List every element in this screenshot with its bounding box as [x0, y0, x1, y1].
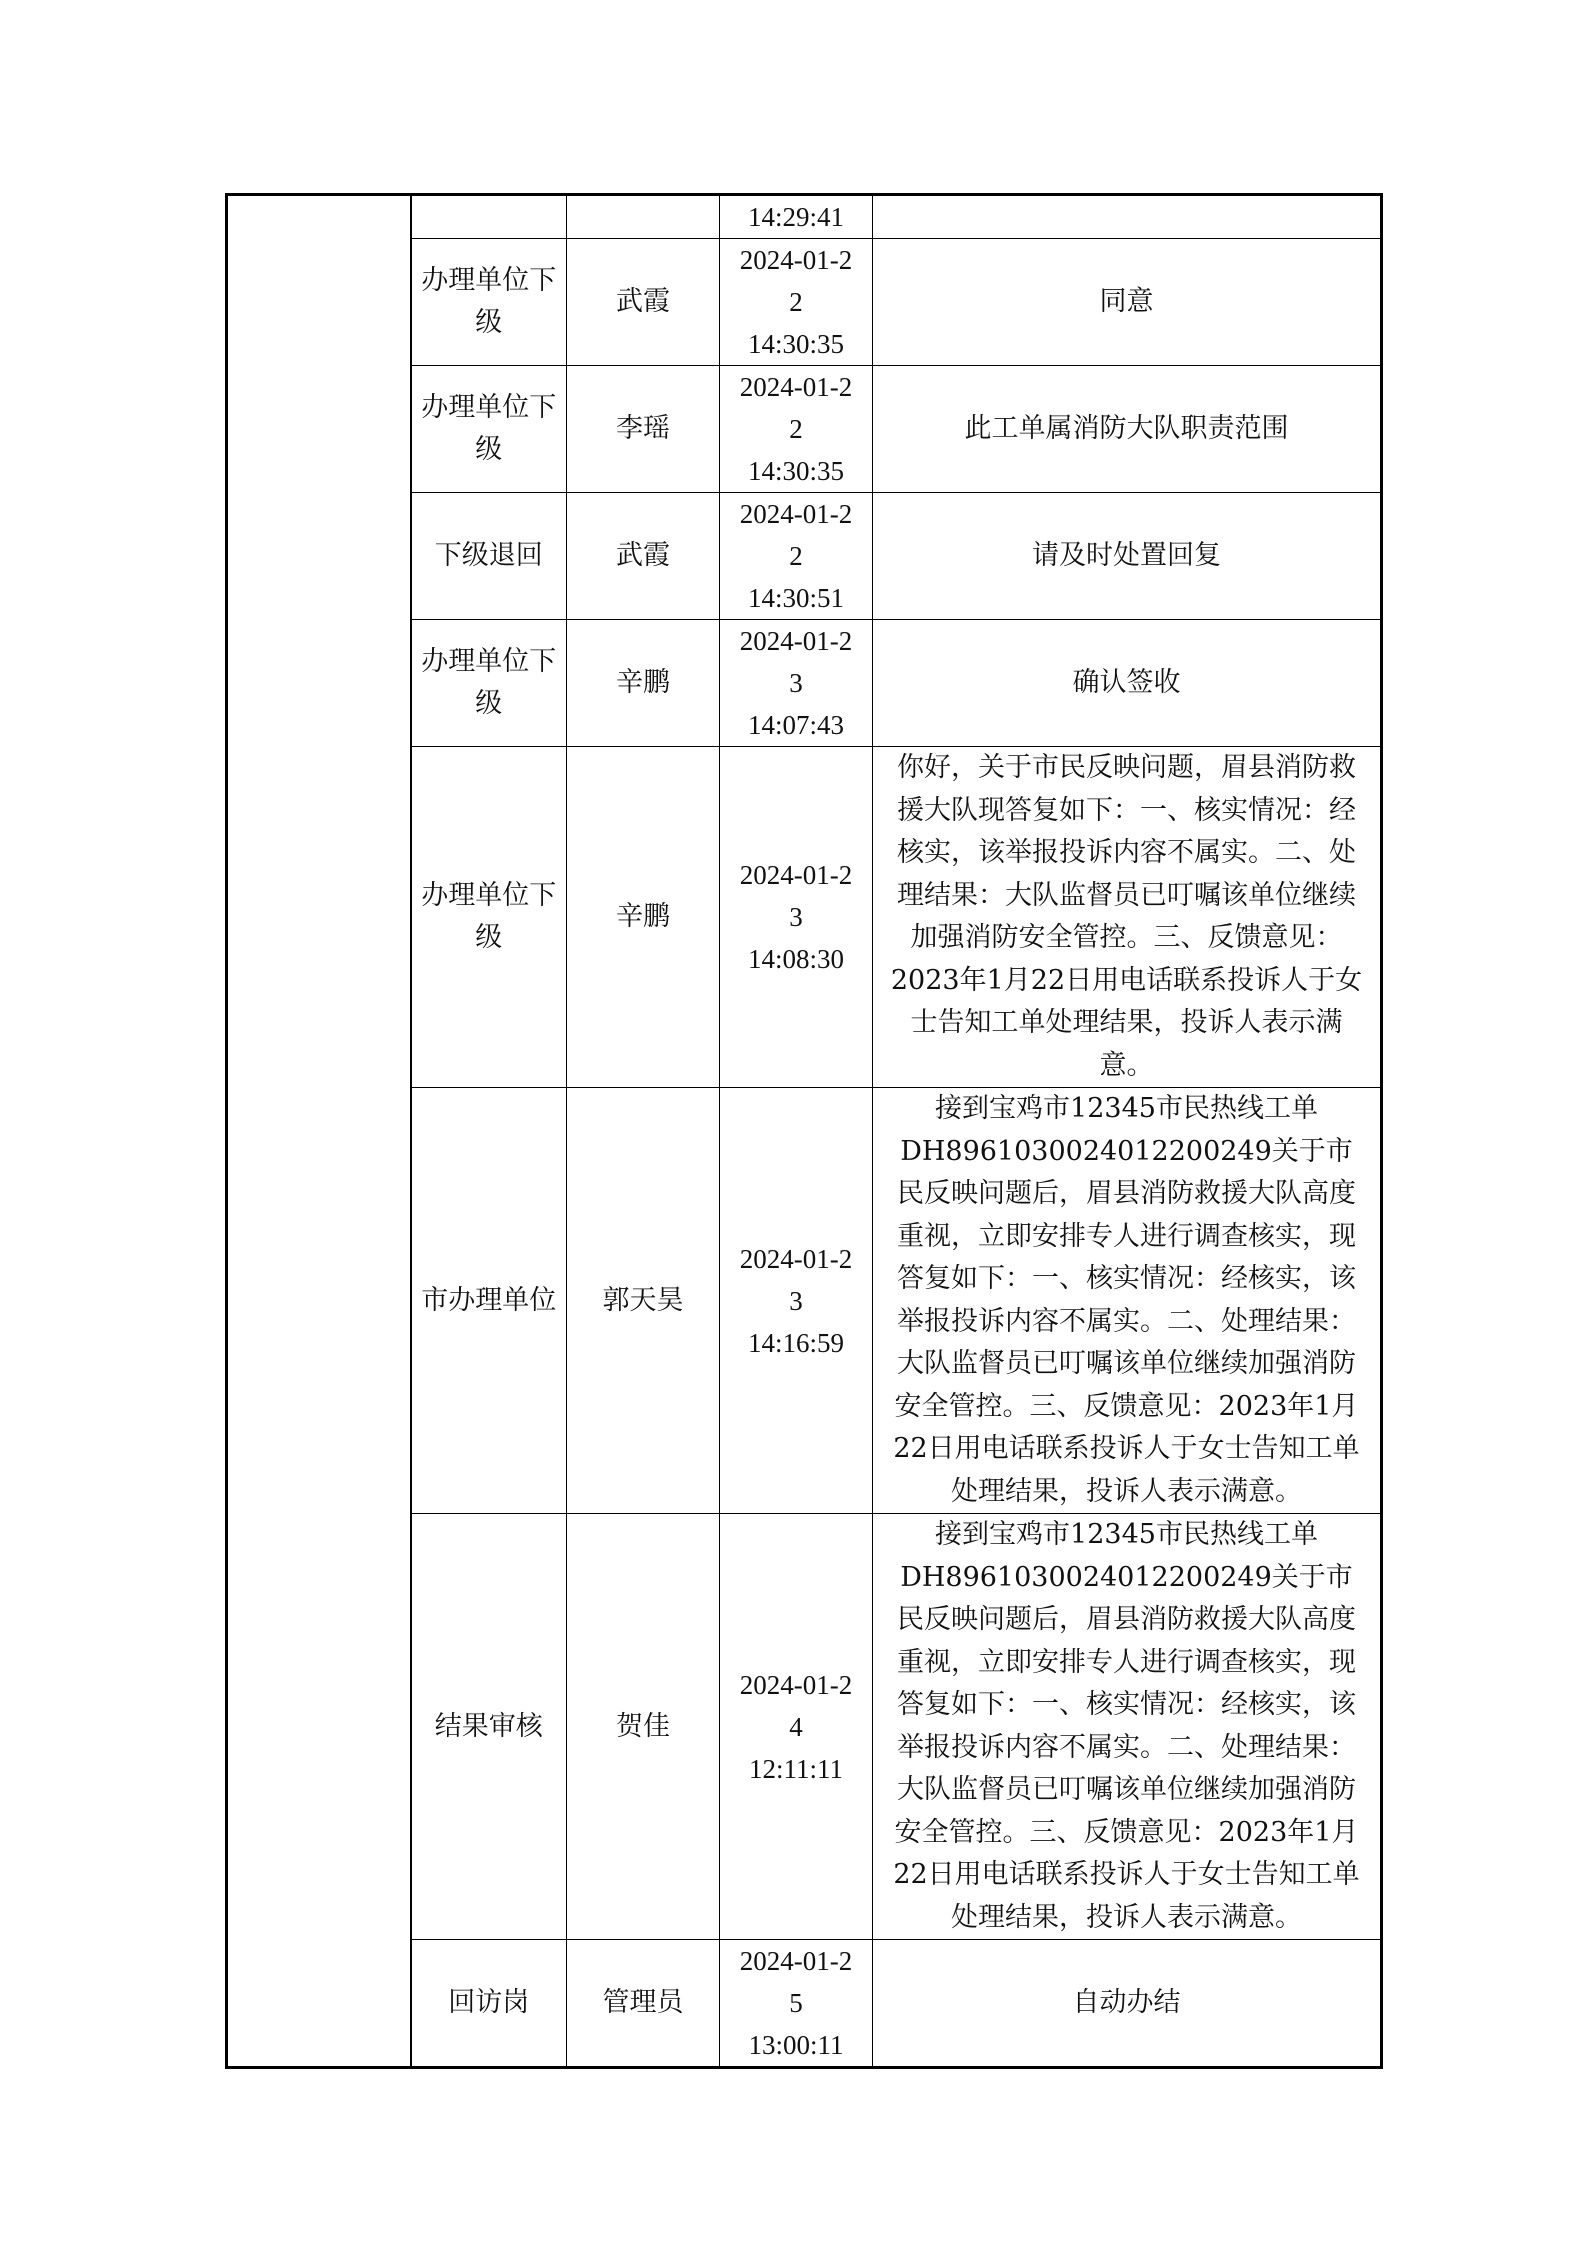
date-line: 2024-01-2	[739, 626, 853, 656]
opinion-cell: 接到宝鸡市12345市民热线工单DH8961030024012200249关于市民反映问题后，眉县消防救援大队高度重视，立即安排专人进行调查核实，现答复如下：一、核实情况：经核实，该举报投诉内容不属实。二、处理结果：大队监督员已叮嘱该单位继续加强消防安全管控。三、反馈意见：2023年1月22日用电话联系投诉人于女士告知工单处理结果，投诉人表示满意。	[873, 1514, 1382, 1940]
date-line: 2024-01-2	[739, 372, 853, 402]
handler-cell: 郭天昊	[567, 1088, 720, 1514]
time-line: 14:30:51	[747, 583, 844, 613]
date-line: 2024-01-2	[739, 1243, 853, 1274]
time-line: 14:16:59	[747, 1327, 844, 1358]
time-line: 14:29:41	[747, 202, 844, 232]
opinion-cell: 接到宝鸡市12345市民热线工单DH8961030024012200249关于市民反映问题后，眉县消防救援大队高度重视，立即安排专人进行调查核实，现答复如下：一、核实情况：经核实，该举报投诉内容不属实。二、处理结果：大队监督员已叮嘱该单位继续加强消防安全管控。三、反馈意见：2023年1月22日用电话联系投诉人于女士告知工单处理结果，投诉人表示满意。	[873, 1088, 1382, 1514]
opinion-cell: 自动办结	[873, 1940, 1382, 2068]
time-cell	[720, 366, 873, 493]
date-line-cont: 3	[789, 668, 803, 698]
date-line: 2024-01-2	[739, 499, 853, 529]
date-line: 2024-01-2	[739, 860, 853, 890]
handler-cell: 武霞	[567, 239, 720, 366]
date-line-cont: 5	[789, 1988, 803, 2018]
time-line: 13:00:11	[748, 2030, 844, 2060]
opinion-cell: 确认签收	[873, 620, 1382, 747]
handler-cell: 武霞	[567, 493, 720, 620]
step-cell: 下级退回	[411, 493, 567, 620]
opinion-cell: 此工单属消防大队职责范围	[873, 366, 1382, 493]
time-line: 14:30:35	[747, 456, 844, 486]
opinion-cell	[873, 195, 1382, 239]
date-line-cont: 3	[789, 902, 803, 932]
date-line: 2024-01-2	[739, 245, 853, 275]
time-cell	[720, 747, 873, 1088]
process-record-table	[225, 193, 1383, 2069]
step-cell: 回访岗	[411, 1940, 567, 2068]
step-cell: 办理单位下级	[411, 747, 567, 1088]
step-cell: 办理单位下级	[411, 366, 567, 493]
opinion-cell: 同意	[873, 239, 1382, 366]
time-line: 14:08:30	[747, 944, 844, 974]
time-line: 14:07:43	[747, 710, 844, 740]
step-cell: 结果审核	[411, 1514, 567, 1940]
time-cell	[720, 1514, 873, 1940]
time-cell	[720, 239, 873, 366]
date-line: 2024-01-2	[739, 1669, 853, 1700]
handler-cell: 贺佳	[567, 1514, 720, 1940]
time-line: 14:30:35	[747, 329, 844, 359]
opinion-cell: 请及时处置回复	[873, 493, 1382, 620]
time-cell	[720, 493, 873, 620]
time-cell	[720, 195, 873, 239]
handler-cell: 李瑶	[567, 366, 720, 493]
handler-cell	[567, 195, 720, 239]
step-cell: 办理单位下级	[411, 620, 567, 747]
time-cell	[720, 1940, 873, 2068]
time-line: 12:11:11	[749, 1753, 843, 1784]
handler-cell: 辛鹏	[567, 747, 720, 1088]
date-line: 2024-01-2	[739, 1946, 853, 1976]
time-cell	[720, 1088, 873, 1514]
step-cell: 办理单位下级	[411, 239, 567, 366]
opinion-cell: 你好，关于市民反映问题，眉县消防救援大队现答复如下：一、核实情况：经核实，该举报投诉内容不属实。二、处理结果：大队监督员已叮嘱该单位继续加强消防安全管控。三、反馈意见：2023年1月22日用电话联系投诉人于女士告知工单处理结果，投诉人表示满意。	[873, 747, 1382, 1088]
date-line-cont: 4	[789, 1711, 803, 1742]
date-line-cont: 2	[789, 541, 803, 571]
blank-category-cell	[227, 195, 411, 2068]
date-line-cont: 2	[789, 287, 803, 317]
date-line-cont: 3	[789, 1285, 803, 1316]
date-line-cont: 2	[789, 414, 803, 444]
time-cell	[720, 620, 873, 747]
step-cell: 市办理单位	[411, 1088, 567, 1514]
handler-cell: 管理员	[567, 1940, 720, 2068]
handler-cell: 辛鹏	[567, 620, 720, 747]
table-row	[227, 195, 1382, 239]
step-cell	[411, 195, 567, 239]
